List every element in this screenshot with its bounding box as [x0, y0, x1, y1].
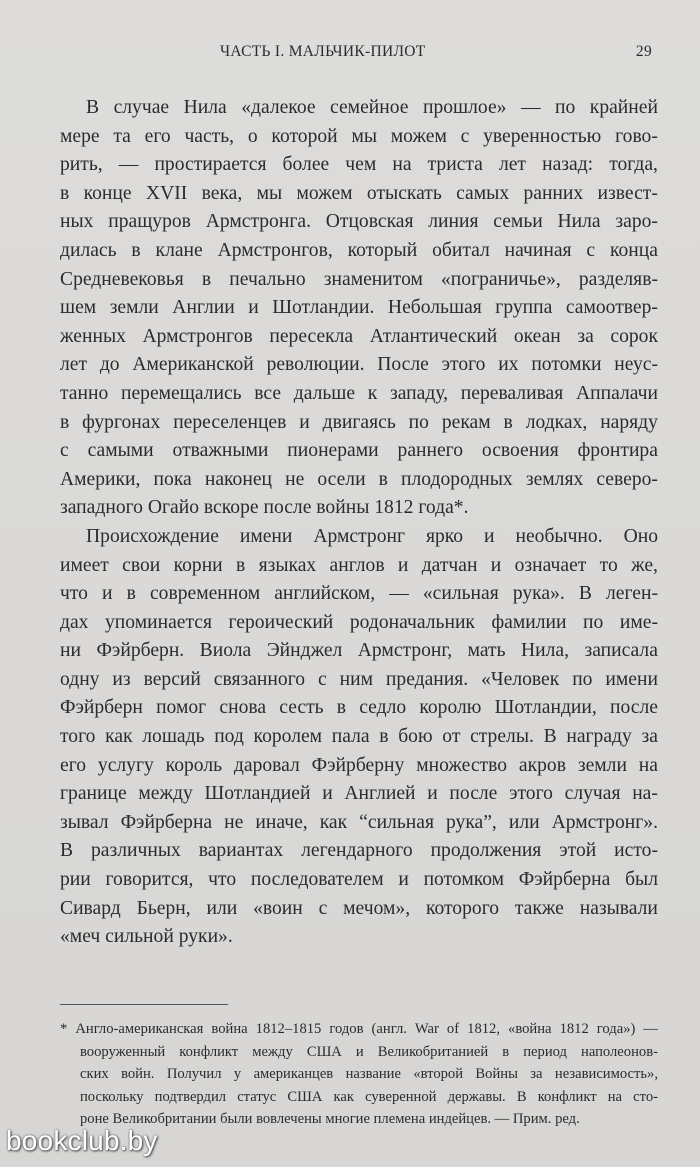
running-title: ЧАСТЬ I. МАЛЬЧИК-ПИЛОТ	[220, 43, 426, 60]
body-text	[60, 94, 658, 952]
text-line: границе между Шотландией и Англией и после этого случая на-	[60, 783, 658, 805]
text-line: шем земли Англии и Шотландии. Небольшая группа самоотвер-	[60, 297, 658, 319]
footnote-line: вооруженный конфликт между США и Великобританией в период наполеонов-	[80, 1043, 658, 1060]
text-line: Фэйрберн помог снова сесть в седло королю Шотландии, после	[60, 697, 658, 719]
text-line: женных Армстронгов пересекла Атлантический океан за сорок	[60, 325, 658, 347]
text-line: имеет свои корни в языках англов и датчан и означает то же,	[60, 554, 658, 576]
text-line: В случае Нила «далекое семейное прошлое» — по крайней	[86, 97, 658, 118]
text-line: Америки, пока наконец не осели в плодородных землях северо-	[60, 468, 658, 490]
text-line: лет до Американской революции. После этого их потомки неус-	[60, 354, 658, 376]
running-head	[60, 43, 658, 67]
footnotes	[60, 1018, 658, 1131]
text-line: Происхождение имени Армстронг ярко и необычно. Оно	[86, 525, 658, 547]
text-line: зывал Фэйрберна не иначе, как “сильная рука”, или Армстронг».	[60, 811, 658, 833]
watermark-logo: bookclub.by	[6, 1125, 158, 1156]
text-line: что и в современном английском, — «сильная рука». В леген-	[60, 583, 658, 605]
text-line: В различных вариантах легендарного продолжения этой исто-	[60, 840, 658, 862]
text-line: мере та его часть, о которой мы можем с уверенностью гово-	[60, 125, 658, 147]
footnote-line: ских войн. Получил у американцев название «второй Войны за независимость»,	[80, 1066, 658, 1082]
text-line: западного Огайо вскоре после войны 1812 года*.	[60, 497, 469, 519]
text-line: ных пращуров Армстронга. Отцовская линия семьи Нила заро-	[60, 211, 658, 233]
text-line: дах упоминается героический родоначальник фамилии по име-	[60, 611, 658, 633]
text-line: рить, — простирается более чем на триста лет назад: тогда,	[60, 154, 658, 176]
text-line: в конце XVII века, мы можем отыскать самых ранних извест-	[60, 182, 658, 204]
text-line: его услугу король даровал Фэйрберну множество акров земли на	[60, 754, 658, 776]
text-line: ни Фэйрберн. Виола Эйнджел Армстронг, мать Нила, записала	[60, 640, 658, 662]
footnote-line: поскольку подтвердил статус США как суверенной державы. В конфликт на сто-	[80, 1088, 658, 1105]
text-line: танно перемещались все дальше к западу, переваливая Аппалачи	[60, 382, 658, 404]
text-line: рии говорится, что последователем и потомком Фэйрберна был	[60, 869, 658, 891]
footnote-line: * Англо-американская война 1812–1815 годов (англ. War of 1812, «война 1812 года») —	[60, 1021, 658, 1037]
text-line: того как лошадь под королем пала в бою от стрелы. В награду за	[60, 726, 658, 748]
footnote-rule	[60, 1004, 228, 1005]
text-line: «меч сильной руки».	[60, 926, 233, 948]
text-line: одну из версий связанного с ним предания. «Человек по имени	[60, 668, 658, 690]
page-number: 29	[635, 43, 652, 60]
text-line: в фургонах переселенцев и двигаясь по рекам в лодках, наряду	[60, 411, 658, 433]
footnote-line: роне Великобритании были вовлечены многие племена индейцев. — Прим. ред.	[80, 1111, 580, 1127]
text-line: Сивард Бьерн, или «воин с мечом», которого также называли	[60, 897, 658, 919]
text-line: Средневековья в печально знаменитом «пограничье», разделяв-	[60, 268, 658, 290]
text-line: с самыми отважными пионерами раннего освоения фронтира	[60, 440, 658, 462]
text-line: дилась в клане Армстронгов, который обитал начиная с конца	[60, 239, 658, 261]
